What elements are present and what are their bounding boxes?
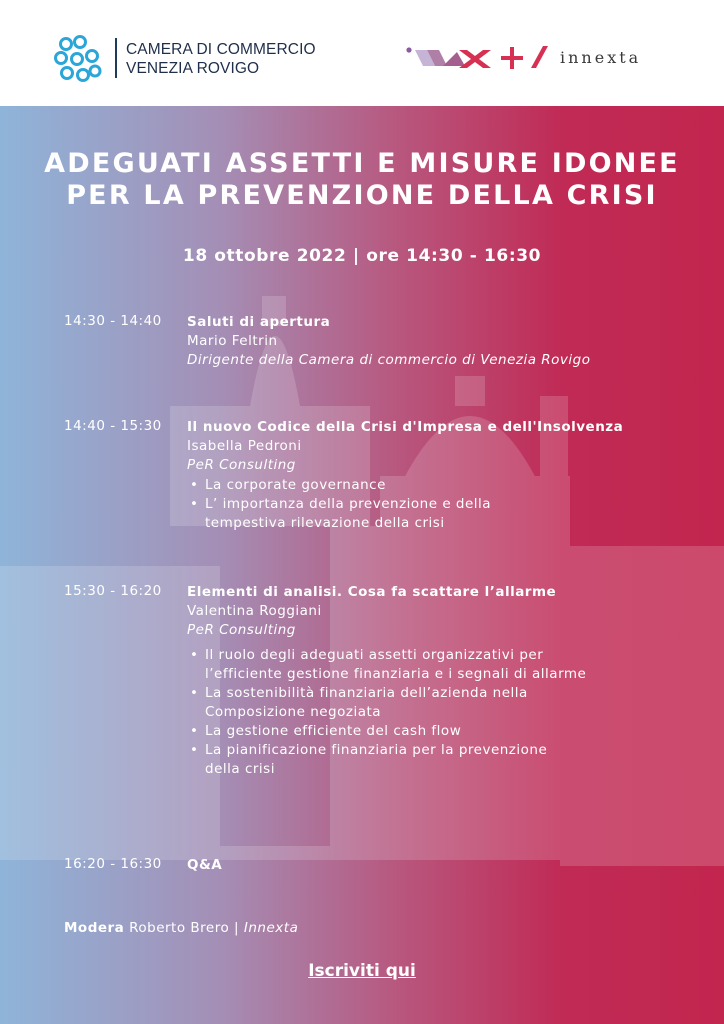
slot-content xyxy=(187,418,687,533)
venice-background-image xyxy=(0,106,724,1024)
slot-organization: PeR Consulting xyxy=(187,457,296,473)
hero-background xyxy=(0,106,724,1024)
chamber-name-line1: CAMERA DI COMMERCIO xyxy=(126,41,316,58)
slot-time: 14:30 - 14:40 xyxy=(64,313,162,329)
slot-content xyxy=(187,313,687,370)
slot-time: 15:30 - 16:20 xyxy=(64,583,162,599)
innexta-wordmark: innexta xyxy=(560,48,642,67)
slot-speaker: Mario Feltrin xyxy=(187,333,278,349)
moderator-line xyxy=(64,920,298,936)
event-title-line2: PER LA PREVENZIONE DELLA CRISI xyxy=(66,180,658,211)
slot-title: Q&A xyxy=(187,857,223,873)
logo-divider xyxy=(115,38,117,78)
topic-item: • Il ruolo degli adeguati assetti organizzativi per l’efficiente gestione finanziaria e i segnali di allarme xyxy=(187,646,587,684)
moderator-name: Roberto Brero xyxy=(129,920,230,936)
topic-list xyxy=(187,476,527,533)
slot-speaker: Valentina Roggiani xyxy=(187,603,322,619)
chamber-name xyxy=(126,40,316,78)
topic-item: • La pianificazione finanziaria per la prevenzione della crisi xyxy=(187,741,587,779)
topic-item: • La sostenibilità finanziaria dell’azienda nella Composizione negoziata xyxy=(187,684,587,722)
slot-organization: Dirigente della Camera di commercio di Venezia Rovigo xyxy=(187,352,591,368)
topic-list xyxy=(187,646,587,779)
event-date: 18 ottobre 2022 | ore 14:30 - 16:30 xyxy=(182,246,542,266)
moderator-label: Modera xyxy=(64,920,125,936)
topic-item: • L’ importanza della prevenzione e della tempestiva rilevazione della crisi xyxy=(187,495,527,533)
register-link[interactable]: Iscriviti qui xyxy=(308,961,416,981)
event-title-line1: ADEGUATI ASSETTI E MISURE IDONEE xyxy=(44,148,680,179)
slot-content xyxy=(187,583,687,779)
slot-organization: PeR Consulting xyxy=(187,622,296,638)
topic-item: • La corporate governance xyxy=(187,476,527,495)
chamber-name-line2: VENEZIA ROVIGO xyxy=(126,60,260,77)
slot-title: Elementi di analisi. Cosa fa scattare l’allarme xyxy=(187,584,557,600)
slot-time: 14:40 - 15:30 xyxy=(64,418,162,434)
event-title xyxy=(0,148,724,212)
moderator-separator: | xyxy=(234,920,240,936)
slot-speaker: Isabella Pedroni xyxy=(187,438,302,454)
slot-content xyxy=(187,856,687,875)
slot-title: Il nuovo Codice della Crisi d'Impresa e dell'Insolvenza xyxy=(187,419,624,435)
slot-time: 16:20 - 16:30 xyxy=(64,856,162,872)
header xyxy=(0,0,724,106)
camera-commercio-logo xyxy=(52,34,102,84)
moderator-organization: Innexta xyxy=(243,920,299,936)
slot-title: Saluti di apertura xyxy=(187,314,331,330)
topic-item: • La gestione efficiente del cash flow xyxy=(187,722,587,741)
innexta-logo-mark xyxy=(405,42,553,72)
